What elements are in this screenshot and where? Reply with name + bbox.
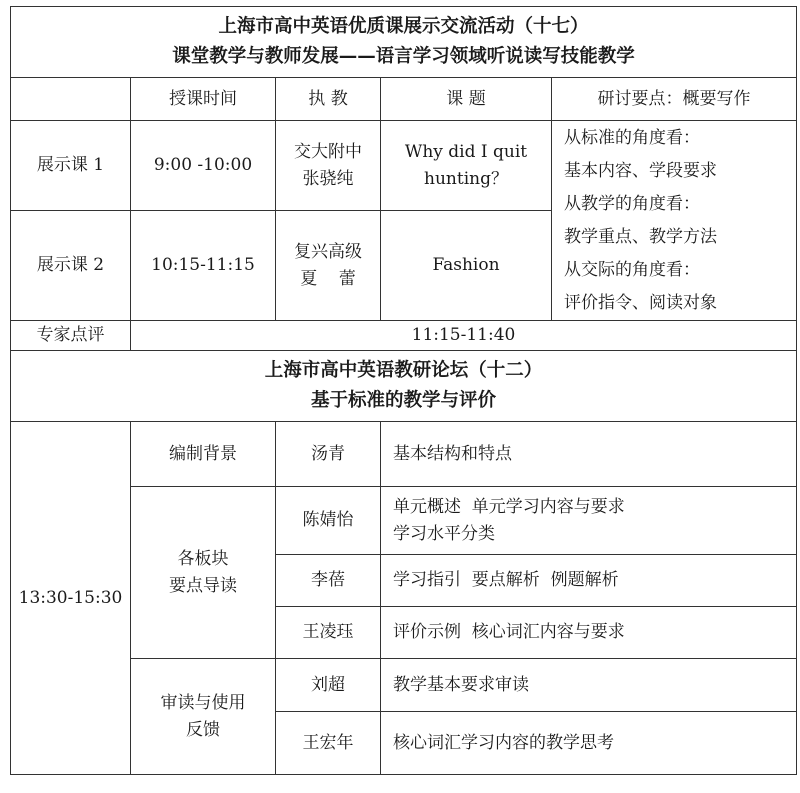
forum-topic-2-cell <box>381 487 797 555</box>
demo-lesson-2-school: 复兴高级 <box>294 242 362 263</box>
demo-lesson-2-teacher-cell <box>276 211 381 321</box>
demo-lesson-2-topic: Fashion <box>381 211 552 321</box>
header-focus: 研讨要点：概要写作 <box>552 78 797 121</box>
forum-group-3-name-line2: 反馈 <box>186 719 220 740</box>
focus-line-3: 从教学的角度看： <box>564 193 700 214</box>
focus-line-4: 教学重点、教学方法 <box>564 226 717 247</box>
section2-title: 上海市高中英语教研论坛（十二） <box>264 360 543 382</box>
demo-lesson-2-teacher: 夏 蕾 <box>300 268 356 289</box>
forum-group-3-name-cell <box>131 659 276 775</box>
forum-topic-4: 评价示例 核心词汇内容与要求 <box>381 607 797 659</box>
demo-lesson-1-teacher-cell <box>276 121 381 211</box>
header-teacher: 执 教 <box>276 78 381 121</box>
forum-group-3-name-line1: 审读与使用 <box>160 693 246 714</box>
forum-topic-5: 教学基本要求审读 <box>381 659 797 712</box>
demo-lesson-2-label: 展示课 2 <box>11 211 131 321</box>
schedule-sheet <box>10 6 796 789</box>
focus-points-cell <box>552 121 797 321</box>
forum-person-3: 李蓓 <box>276 555 381 607</box>
focus-line-1: 从标准的角度看： <box>564 127 700 148</box>
schedule-table <box>10 6 797 775</box>
forum-group-2-name-line2: 要点导读 <box>169 575 237 596</box>
focus-line-2: 基本内容、学段要求 <box>564 160 717 181</box>
forum-time: 13:30-15:30 <box>11 422 131 775</box>
forum-group-2-name-line1: 各板块 <box>177 549 229 570</box>
forum-topic-6: 核心词汇学习内容的教学思考 <box>381 712 797 775</box>
forum-group-2-name-cell <box>131 487 276 659</box>
expert-review-row <box>11 321 797 351</box>
demo-lesson-1-label: 展示课 1 <box>11 121 131 211</box>
focus-line-6: 评价指令、阅读对象 <box>564 292 717 313</box>
demo-lesson-2-time: 10:15-11:15 <box>131 211 276 321</box>
forum-topic-2-line2: 学习水平分类 <box>393 523 495 544</box>
demo-lesson-1-time: 9:00 -10:00 <box>131 121 276 211</box>
section1-header-row <box>11 7 797 78</box>
header-topic: 课 题 <box>381 78 552 121</box>
forum-group-1-name: 编制背景 <box>131 422 276 487</box>
expert-review-label: 专家点评 <box>11 321 131 351</box>
focus-line-5: 从交际的角度看： <box>564 259 700 280</box>
forum-person-4: 王凌珏 <box>276 607 381 659</box>
section1-title: 上海市高中英语优质课展示交流活动（十七） <box>218 16 589 38</box>
section2-title-cell <box>11 351 797 422</box>
forum-person-6: 王宏年 <box>276 712 381 775</box>
forum-person-1: 汤青 <box>276 422 381 487</box>
forum-topic-1: 基本结构和特点 <box>381 422 797 487</box>
demo-lesson-1-topic-line1: Why did I quit <box>404 142 528 163</box>
demo-lesson-row-1 <box>11 121 797 211</box>
section2-subtitle: 基于标准的教学与评价 <box>310 390 496 411</box>
demo-lesson-1-school: 交大附中 <box>294 142 362 163</box>
expert-review-time: 11:15-11:40 <box>131 321 797 351</box>
forum-row-1 <box>11 422 797 487</box>
forum-person-5: 刘超 <box>276 659 381 712</box>
section1-subtitle: 课堂教学与教师发展——语言学习领域听说读写技能教学 <box>172 46 635 67</box>
header-time: 授课时间 <box>131 78 276 121</box>
section2-header-row <box>11 351 797 422</box>
forum-topic-3: 学习指引 要点解析 例题解析 <box>381 555 797 607</box>
header-empty-cell <box>11 78 131 121</box>
forum-person-2: 陈婧怡 <box>276 487 381 555</box>
demo-lesson-1-teacher: 张骁纯 <box>302 168 354 189</box>
demo-lesson-1-topic-cell <box>381 121 552 211</box>
forum-topic-2-line1: 单元概述 单元学习内容与要求 <box>393 497 625 518</box>
section1-column-headers <box>11 78 797 121</box>
demo-lesson-1-topic-line2: hunting？ <box>424 168 508 189</box>
section1-title-cell <box>11 7 797 78</box>
